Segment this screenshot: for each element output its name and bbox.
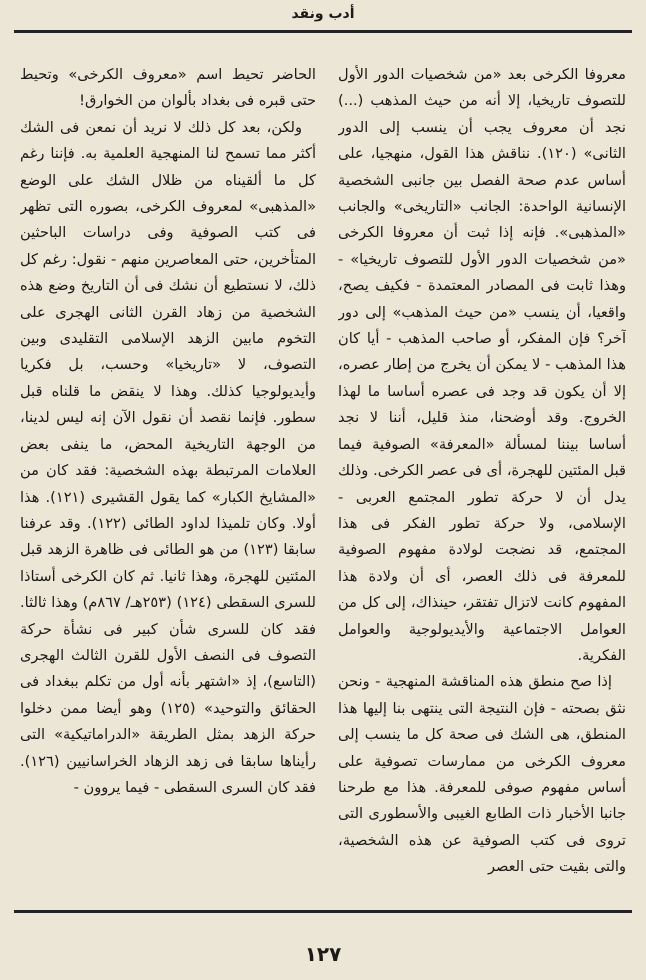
paragraph: ولكن، بعد كل ذلك لا نريد أن نمعن فى الشك أكثر مما تسمح لنا المنهجية العلمية به. فإننا رغم كل ما ألقيناه من ظلال الشك على الوضع «المذهبى» لمعروف الكرخى، بصوره التى تظهر فى كتب الصوفية وفى دراسات الباحثين المتأخرين، حتى المعاصرين منهم - نقول: رغم كل ذلك، لا نستطيع أن نشك فى أن التاريخ وضع هذه الشخصية من زهاد القرن الثانى الهجرى على التخوم مابين الزهد الإسلامى التقليدى وبين التصوف، لا «تاريخيا» وحسب، بل فكريا وأيديولوجيا كذلك. وهذا لا ينقض ما قلناه قبل سطور. فإنما نقصد أن نقول الآن إنه ليس لدينا، من الوجهة التاريخية المحض، ما ينفى بعض العلامات المرتبطة بهذه الشخصية: فقد كان من «المشايخ الكبار» كما يقول القشيرى (١٢١). هذا أولا. وكان تلميذا لداود الطائى (١٢٢). وقد عرفنا سابقا (١٢٣) من هو الطائى فى ظاهرة الزهد قبل المئتين للهجرة، وهذا ثانيا. ثم كان الكرخى أستاذا للسرى السقطى (١٢٤) (٢٥٣هـ/ ٨٦٧م) وهذا ثالثا. فقد كان للسرى شأن كبير فى نشأة حركة التصوف فى النصف الأول للقرن الثالث الهجرى (التاسع)، إذ «اشتهر بأنه أول من تكلم ببغداد فى الحقائق والتوحيد» (١٢٥) وهو أيضا ممن دخلوا حركة الزهد بمثل الطريقة «الدراماتيكية» التى رأيناها سابقا فى زهد الزهاد الخراسانيين (١٢٦). فقد كان السرى السقطى - فيما يروون - <box>20 118 316 796</box>
right-text-column <box>338 62 626 902</box>
paragraph: معروفا الكرخى بعد «من شخصيات الدور الأول للتصوف تاريخيا، إلا أنه من حيث المذهب (...) نجد أن معروف يجب أن ينسب إلى الدور الثانى» (١٢٠). نناقش هذا القول، منهجيا، على أساس عدم صحة الفصل بين جانبى الشخصية الإنسانية الواحدة: الجانب «التاريخى» والجانب «المذهبى». فإنه إذا ثبت أن معروفا الكرخى «من شخصيات الدور الأول للتصوف تاريخيا» - وهذا ثابت فى المصادر المعتمدة - فكيف يصح، واقعيا، أن ينسب «من حيث المذهب» إلى دور آخر؟ فإن المفكر، أو صاحب المذهب - أيا كان هذا المذهب - لا يمكن أن يخرج من إطار عصره، إلا أن يكون قد وجد فى عصره أساسا ما لهذا الخروج. وقد أوضحنا، منذ قليل، أننا لا نجد أساسا بيننا لمسألة «المعرفة» الصوفية فيما قبل المئتين للهجرة، أى فى عصر الكرخى. وذلك يدل أن لا حركة تطور المجتمع العربى - الإسلامى، ولا حركة تطور الفكر فى هذا المجتمع، قد نضجت لولادة مفهوم الصوفية للمعرفة فى ذلك العصر، أى أن ولادة هذا المفهوم كانت لاتزال تفتقر، حينذاك، إلى كل من العوامل الاجتماعية والأيديولوجية والعوامل الفكرية. <box>338 66 626 664</box>
paragraph: إذا صح منطق هذه المناقشة المنهجية - ونحن نثق بصحته - فإن النتيجة التى ينتهى بنا إليها هذا المنطق، هى الشك فى صحة كل ما ينسب إلى معروف الكرخى من ممارسات تصوفية على أساس مفهوم صوفى للمعرفة. هذا مع طرحنا جانبا الأخبار ذات الطابع الغيبى والأسطورى التى تروى فى كتب الصوفية عن هذه الشخصية، والتى بقيت حتى العصر <box>338 673 626 876</box>
left-text-column <box>20 62 316 902</box>
paragraph: الحاضر تحيط اسم «معروف الكرخى» وتحيط حتى قبره فى بغداد بألوان من الخوارق! <box>20 66 316 110</box>
page-number: ١٢٧ <box>304 942 342 966</box>
running-header: أدب ونقد <box>291 6 355 22</box>
top-divider <box>14 30 632 33</box>
bottom-divider <box>14 910 632 913</box>
